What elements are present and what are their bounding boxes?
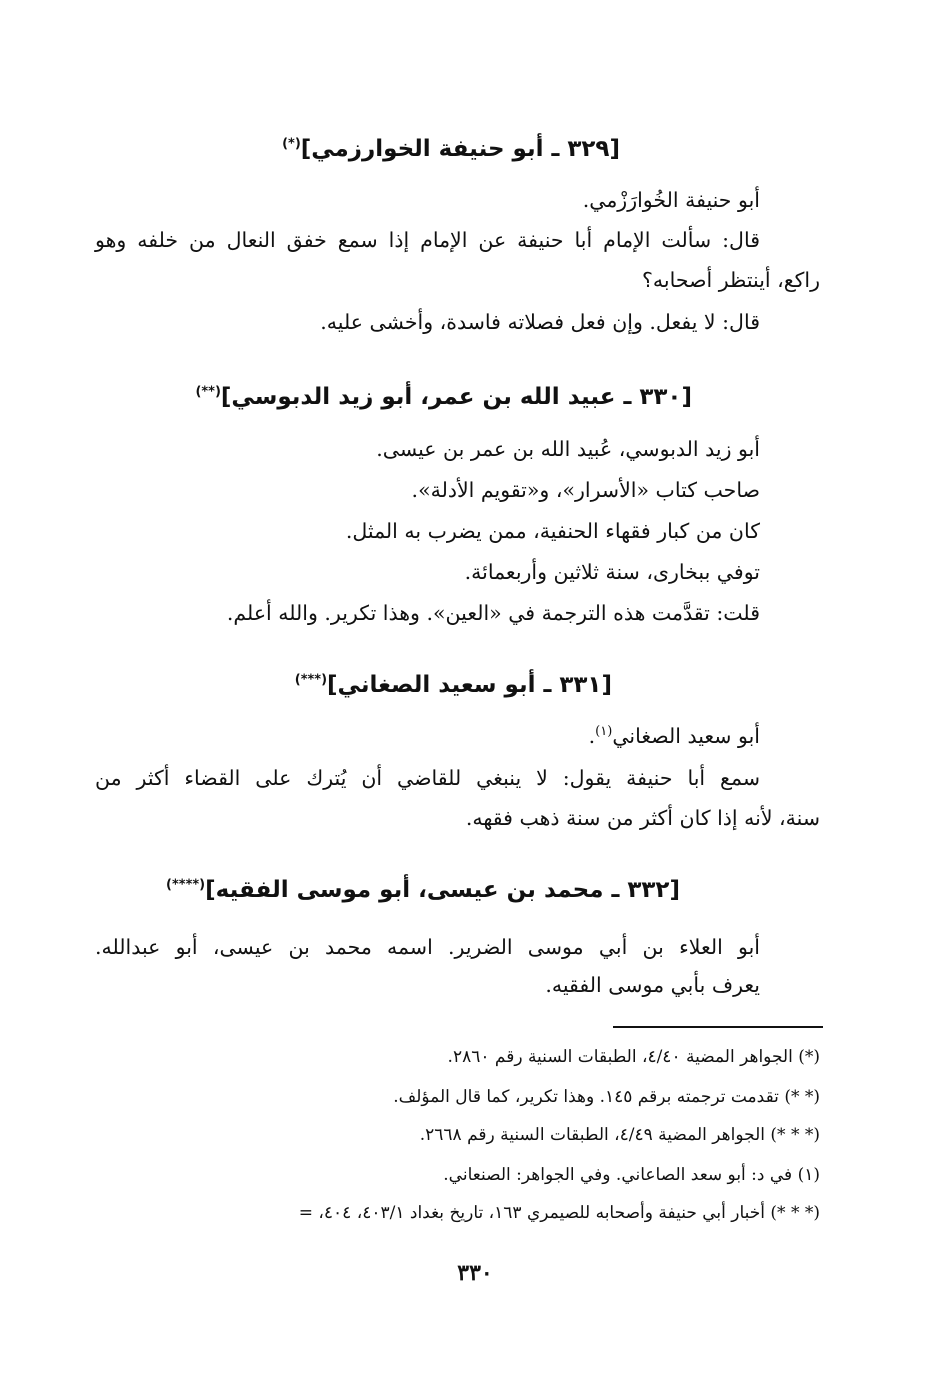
footnote-rule (613, 1026, 823, 1028)
footnote: (* *) تقدمت ترجمته برقم ١٤٥. وهذا تكرير، كما قال المؤلف. (393, 1087, 820, 1107)
footnote: (* * *) أخبار أبي حنيفة وأصحابه للصيمري ١٦٣، تاريخ بغداد ٤٠٣/١، ٤٠٤، = (298, 1203, 820, 1223)
footnote: (*) الجواهر المضية ٤/٤٠، الطبقات السنية رقم ٢٨٦٠. (447, 1047, 820, 1067)
body-line: قال: سألت الإمام أبا حنيفة عن الإمام إذا سمع خفق النعال من خلفه وهو (95, 228, 760, 252)
body-line: توفي ببخارى، سنة ثلاثين وأربعمائة. (464, 560, 760, 584)
body-line: أبو سعيد الصغاني$^{(١)}$. (588, 724, 760, 748)
body-line: يعرف بأبي موسى الفقيه. (545, 973, 760, 997)
body-line: أبو العلاء بن أبي موسى الضرير. اسمه محمد بن عيسى، أبو عبدالله. (95, 935, 760, 959)
entry-heading: [٣٣٢ ـ محمد بن عيسى، أبو موسى الفقيه](****) (166, 877, 680, 903)
footnote: (* * *) الجواهر المضية ٤/٤٩، الطبقات السنية رقم ٢٦٦٨. (419, 1125, 820, 1145)
footnote: (١) في د: أبو سعد الصاعاني. وفي الجواهر: الصنعاني. (443, 1165, 820, 1185)
body-line: كان من كبار فقهاء الحنفية، ممن يضرب به المثل. (345, 519, 760, 543)
body-line: سنة، لأنه إذا كان أكثر من سنة ذهب فقهه. (465, 806, 820, 830)
body-line: صاحب كتاب «الأسرار»، و«تقويم الأدلة». (411, 478, 760, 502)
footnote-ref: (١) (595, 724, 613, 740)
entry-heading: [٣٣٠ ـ عبيد الله بن عمر، أبو زيد الدبوسي](**) (195, 384, 692, 410)
body-line: أبو زيد الدبوسي، عُبيد الله بن عمر بن عيسى. (376, 437, 760, 461)
entry-heading: [٣٢٩ ـ أبو حنيفة الخوارزمي](*) (282, 136, 620, 162)
body-line: قلت: تقدَّمت هذه الترجمة في «العين». وهذا تكرير. والله أعلم. (226, 601, 760, 625)
entry-heading: [٣٣١ ـ أبو سعيد الصغاني](***) (294, 672, 612, 698)
page-number: ٣٣٠ (457, 1260, 493, 1286)
body-line: أبو حنيفة الخُوارَزْمي. (582, 188, 760, 212)
body-line: سمع أبا حنيفة يقول: لا ينبغي للقاضي أن يُترك على القضاء أكثر من (95, 766, 760, 790)
body-line: قال: لا يفعل. وإن فعل فصلاته فاسدة، وأخشى عليه. (320, 310, 760, 334)
body-line: راكع، أينتظر أصحابه؟ (642, 268, 820, 292)
